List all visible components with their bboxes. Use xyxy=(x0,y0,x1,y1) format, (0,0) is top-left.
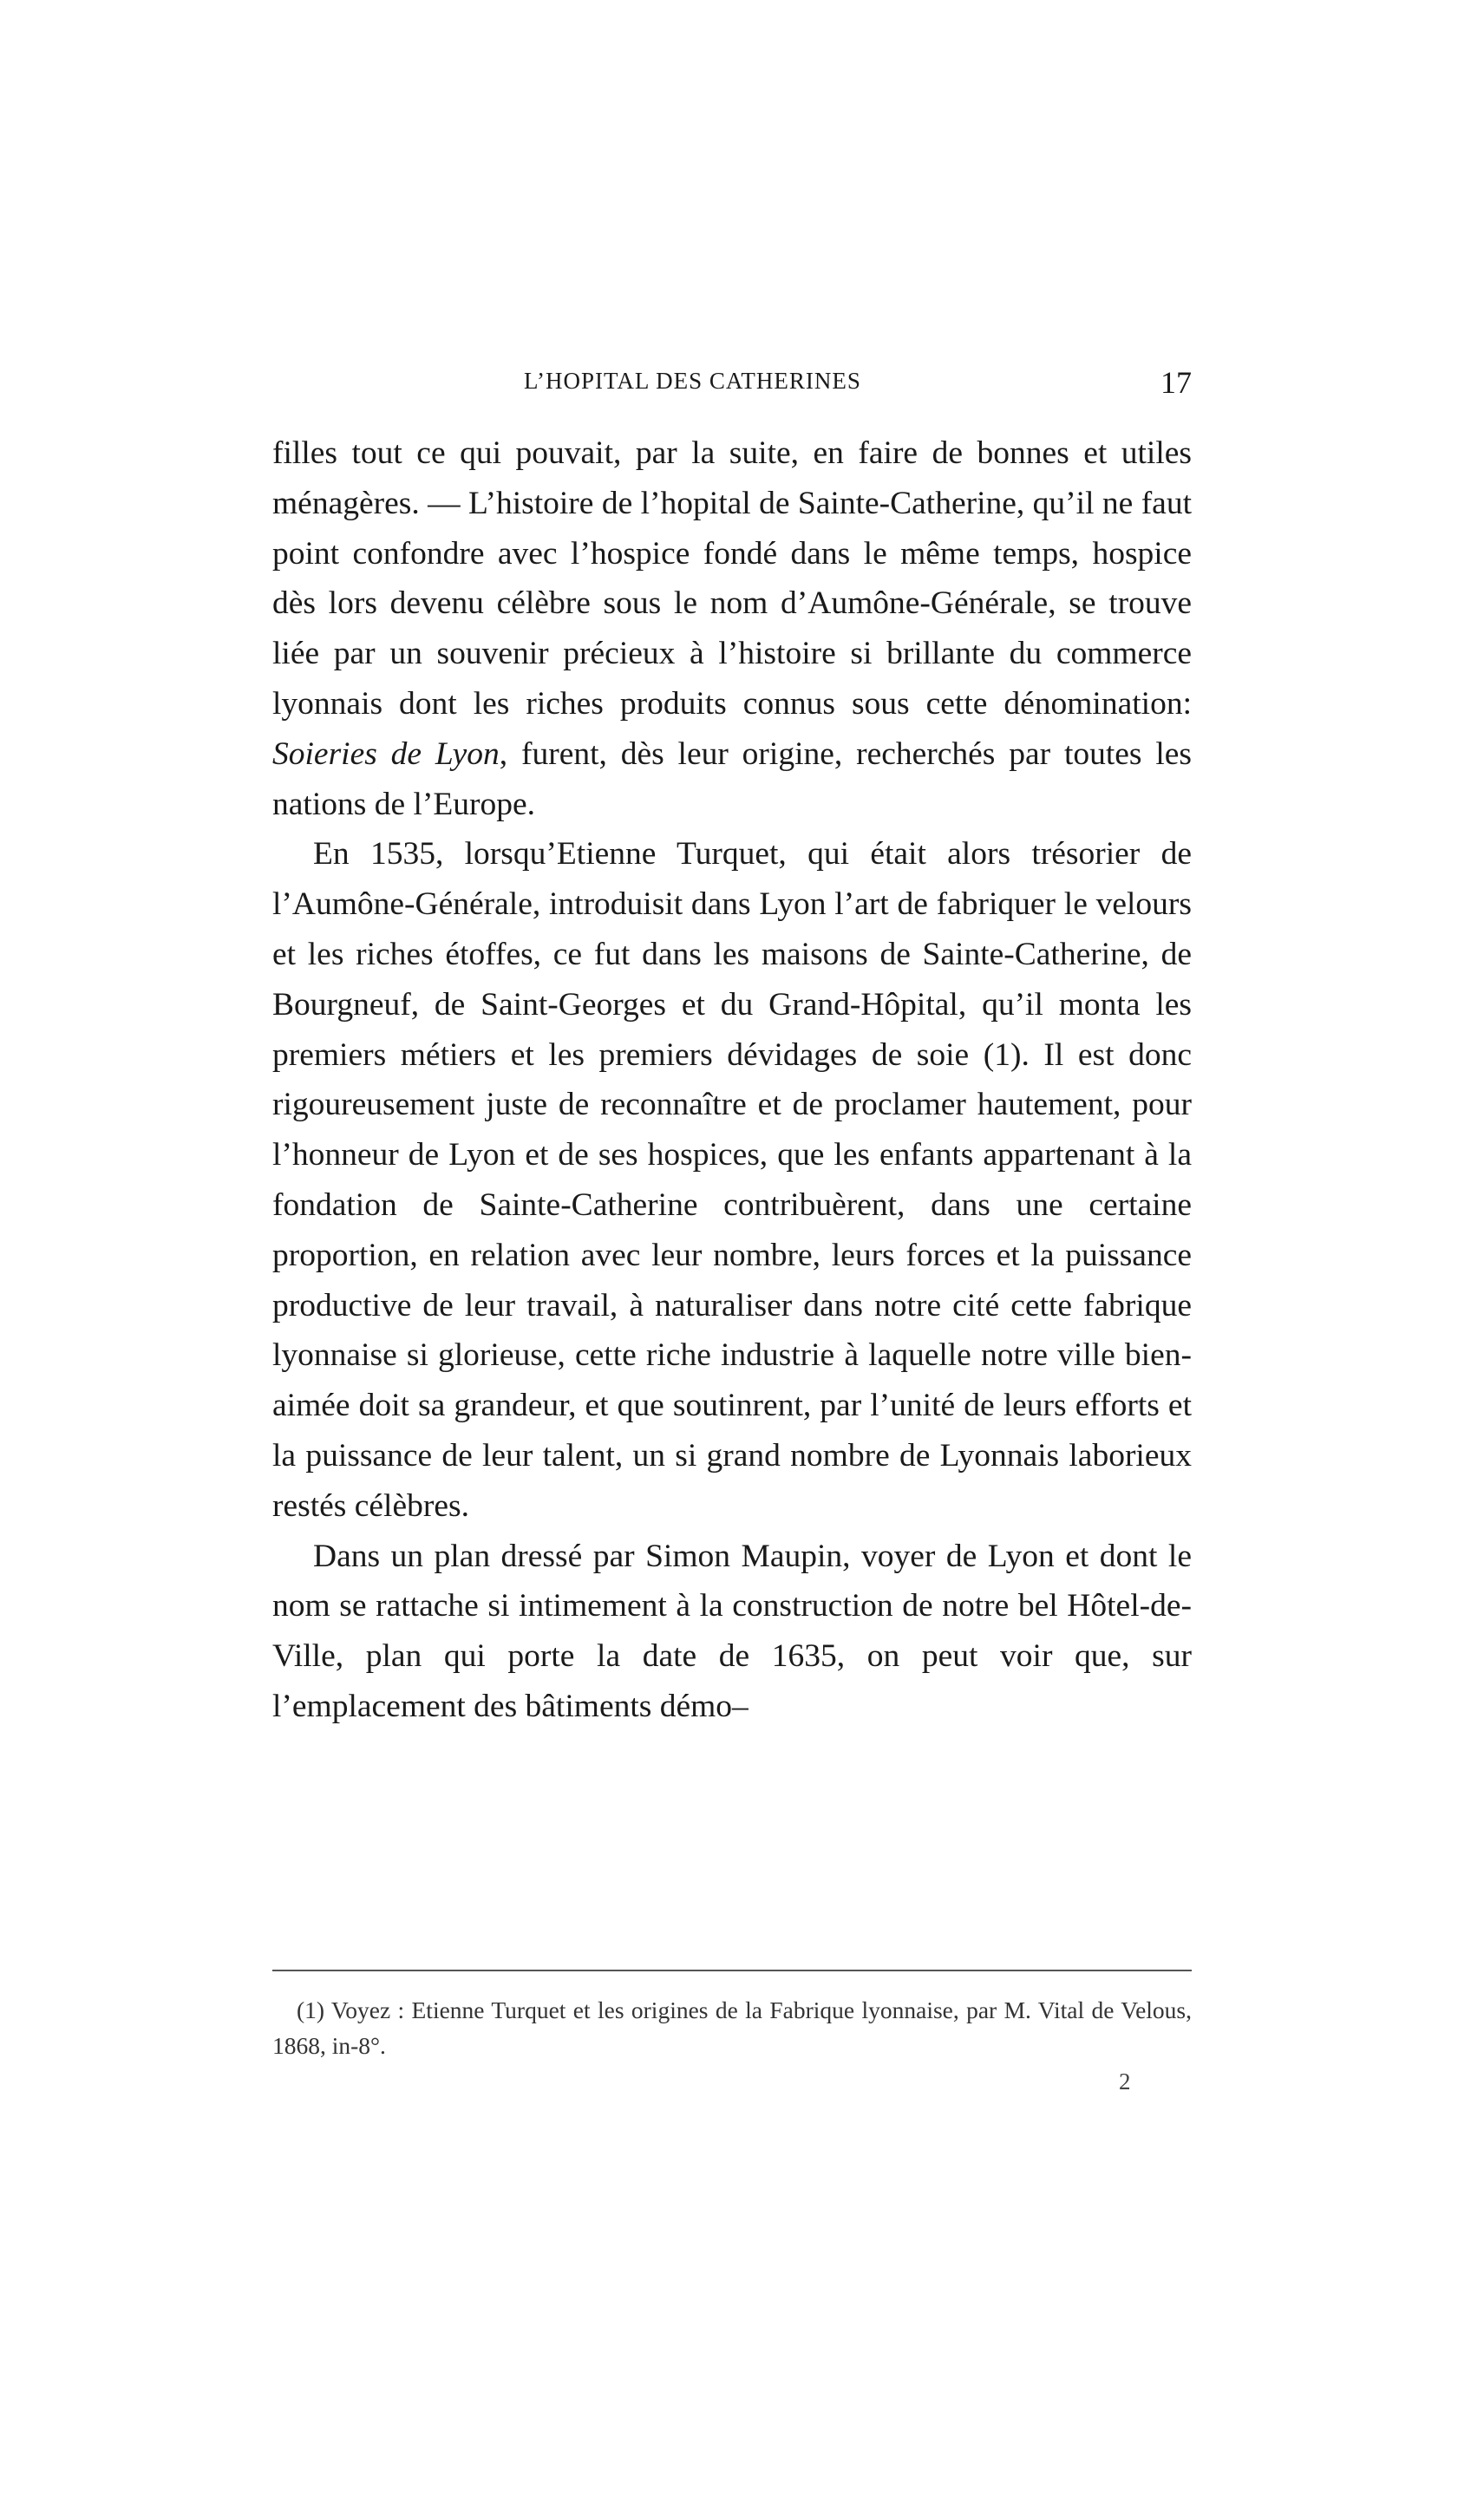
page-number: 17 xyxy=(1160,365,1192,400)
footnote xyxy=(272,1992,1192,2063)
paragraph-2: En 1535, lorsqu’Etienne Turquet, qui était alors trésorier de l’Aumône-Générale, introduisit dans Lyon l’art de fabriquer le velours et les riches étoffes, ce fut dans les maisons de Sainte-Catherine, de Bourgneuf, de Saint-Georges et du Grand-Hôpital, qu’il monta les premiers métiers et les premiers dévidages de soie (1). Il est donc rigoureusement juste de reconnaître et de proclamer hautement, pour l’honneur de Lyon et de ses hospices, que les enfants appartenant à la fondation de Sainte-Catherine contribuèrent, dans une certaine proportion, en relation avec leur nombre, leurs forces et la puissance productive de leur travail, à naturaliser dans notre cité cette fabrique lyonnaise si glorieuse, cette riche industrie à laquelle notre ville bien-aimée doit sa grandeur, et que soutinrent, par l’unité de leurs efforts et la puissance de leur talent, un si grand nombre de Lyonnais laborieux restés célèbres. xyxy=(272,836,1192,1524)
footnote-text: (1) Voyez : Etienne Turquet et les origines de la Fabrique lyonnaise, par M. Vital de Velous, 1868, in-8°. xyxy=(272,1997,1192,2059)
running-head xyxy=(272,364,1192,402)
paragraph-1-italic: Soieries de Lyon xyxy=(272,735,500,772)
running-title: L’HOPITAL DES CATHERINES xyxy=(524,368,861,394)
paragraph-1-text-a: filles tout ce qui pouvait, par la suite, en faire de bonnes et utiles ménagères. — L’histoire de l’hopital de Sainte-Catherine, qu’il ne faut point confondre avec l’hospice fondé dans le même temps, hospice dès lors devenu célèbre sous le nom d’Aumône-Générale, se trouve liée par un souvenir précieux à l’histoire si brillante du commerce lyonnais dont les riches produits connus sous cette dénomination: xyxy=(272,435,1192,722)
body-text xyxy=(272,428,1192,1732)
signature-mark: 2 xyxy=(1119,2068,1131,2095)
paragraph-1-text-b: , furent, dès leur origine, recherchés par toutes les nations de l’Europe. xyxy=(272,735,1193,822)
footnote-rule xyxy=(272,1970,1192,1971)
paragraph-3: Dans un plan dressé par Simon Maupin, voyer de Lyon et dont le nom se rattache si intimement à la construction de notre bel Hôtel-de-Ville, plan qui porte la date de 1635, on peut voir que, sur l’emplacement des bâtiments démo– xyxy=(272,1538,1192,1724)
paragraph-1 xyxy=(272,428,1192,829)
